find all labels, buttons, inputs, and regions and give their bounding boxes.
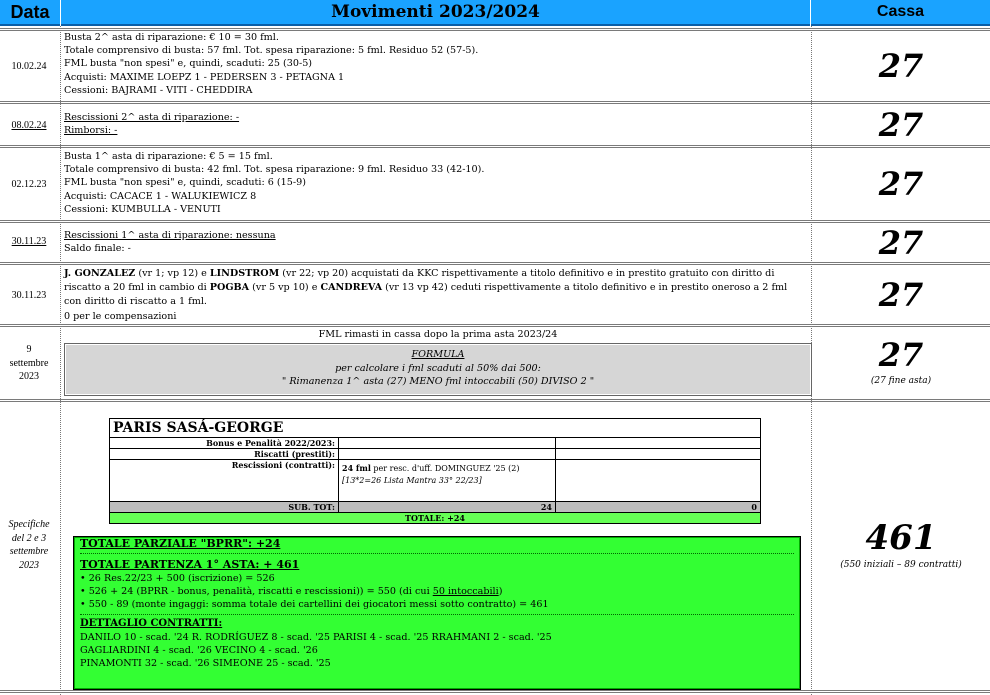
riscatti-label: Riscatti (prestiti): [110, 449, 339, 460]
cash-amount: 27 [878, 47, 924, 85]
formula-line: per calcolare i fml scaduti al 50% dai 500: [335, 362, 541, 374]
row-divider [0, 262, 990, 265]
formula-box [64, 343, 812, 396]
detail-line: Acquisti: MAXIME LOEPZ 1 - PEDERSEN 3 - PETAGNA 1 [64, 71, 345, 83]
header-date: Data [0, 0, 60, 26]
date-day: 9 [26, 344, 32, 355]
rescissioni-value [339, 460, 556, 502]
partenza-total: TOTALE PARTENZA 1° ASTA: + 461 [80, 558, 300, 572]
contracts-line: PINAMONTI 32 - scad. '26 SIMEONE 25 - scad. '25 [80, 658, 331, 670]
cash-amount: 27 [878, 224, 924, 262]
date-line: 2023 [19, 559, 39, 571]
rescissioni-text: per resc. d'uff. DOMINGUEZ '25 (2) [370, 464, 520, 473]
column-divider [60, 26, 61, 695]
row-date [0, 518, 58, 572]
separator [80, 553, 794, 554]
cash-amount: 27 [878, 336, 924, 374]
calc-intoccabili: 50 intoccabili [432, 585, 499, 597]
cash-note: (27 fine asta) [870, 376, 932, 386]
row-details [64, 150, 808, 216]
detail-line: Totale comprensivo di busta: 57 fml. Tot. spesa riparazione: 5 fml. Residuo 52 (57-5). [64, 45, 479, 57]
cash-note: (550 iniziali – 89 contratti) [840, 560, 962, 570]
formula-line: " Rimanenza 1^ asta (27) MENO fml intoccabili (50) DIVISO 2 " [281, 376, 595, 387]
detail-line: Totale comprensivo di busta: 42 fml. Tot. spesa riparazione: 9 fml. Residuo 33 (42-10). [64, 164, 485, 176]
detail-line: FML busta "non spesi" e, quindi, scaduti: 25 (30-5) [64, 58, 313, 70]
bonus-value-2 [556, 438, 761, 449]
calc-line: • 26 Res.22/23 + 500 (iscrizione) = 526 [80, 572, 275, 584]
calc-text: • 526 + 24 (BPRR - bonus, penalità, riscatti e rescissioni)) = 550 (di cui [80, 585, 433, 597]
detail-line: Saldo finale: - [64, 243, 131, 255]
calc-line [80, 585, 794, 598]
separator [80, 614, 794, 615]
bonus-value [339, 438, 556, 449]
riscatti-value [339, 449, 556, 460]
subtotal-value-2: 0 [556, 502, 761, 513]
detail-line: Cessioni: BAJRAMI - VITI - CHEDDIRA [64, 84, 253, 96]
row-date: 30.11.23 [11, 236, 47, 247]
date-line: Specifiche [8, 519, 50, 530]
subtotal-label: SUB. TOT: [110, 502, 339, 513]
player-name: LINDSTROM [209, 268, 280, 279]
team-name: PARIS SASÁ-GEORGE [110, 419, 761, 438]
subtotal-value: 24 [339, 502, 556, 513]
detail-text: 0 per le compensazioni [64, 310, 177, 322]
player-name: POGBA [209, 282, 250, 294]
header-cash: Cassa [811, 0, 990, 26]
row-divider [0, 101, 990, 104]
player-name: J. GONZALEZ [64, 268, 136, 279]
detail-line: Busta 2^ asta di riparazione: € 10 = 30 fml. [64, 32, 279, 43]
row-divider [0, 399, 990, 402]
rescissioni-note: [13*2=26 Lista Mantra 33° 22/23] [342, 476, 482, 485]
row-date: 08.02.24 [11, 120, 47, 131]
detail-text: (vr 13 vp 42) ceduti rispettivamente a titolo definitivo e in prestito oneroso a 2 fml con diritto di riscatto a 1 fml. [64, 282, 788, 308]
contracts-head: DETTAGLIO CONTRATTI: [80, 618, 223, 630]
detail-line: FML busta "non spesi" e, quindi, scaduti: 6 (15-9) [64, 177, 306, 189]
row-divider [0, 220, 990, 223]
riscatti-value-2 [556, 449, 761, 460]
calc-line: • 550 - 89 (monte ingaggi: somma totale dei cartellini dei giocatori messi sotto contratto) = 461 [80, 599, 549, 611]
section-title: FML rimasti in cassa dopo la prima asta 2023/24 [318, 329, 558, 340]
calc-text: ) [498, 585, 503, 597]
detail-line: Acquisti: CACACE 1 - WALUKIEWICZ 8 [64, 190, 257, 202]
row-date: 10.02.24 [11, 61, 47, 72]
rescissioni-label: Rescissioni (contratti): [110, 460, 339, 502]
detail-line: Rescissioni 2^ asta di riparazione: - [64, 112, 240, 123]
team-table [109, 418, 761, 524]
detail-line: Rimborsi: - [64, 125, 118, 137]
row-date: 02.12.23 [11, 179, 47, 190]
total-row: TOTALE: +24 [110, 513, 761, 524]
cash-amount: 461 [865, 518, 937, 558]
row-divider [0, 324, 990, 327]
row-details [64, 31, 808, 97]
date-month: settembre [9, 357, 49, 369]
contracts-line: GAGLIARDINI 4 - scad. '26 VECINO 4 - scad. '26 [80, 645, 318, 657]
cash-amount: 27 [878, 276, 924, 314]
bonus-label: Bonus e Penalità 2022/2023: [110, 438, 339, 449]
summary-box [73, 536, 801, 690]
header-movements: Movimenti 2023/2024 [61, 0, 810, 26]
cash-amount: 27 [878, 106, 924, 144]
row-details [64, 229, 808, 255]
bprr-total: TOTALE PARZIALE "BPRR": +24 [80, 537, 281, 550]
row-details [64, 267, 804, 324]
detail-line: Busta 1^ asta di riparazione: € 5 = 15 fml. [64, 151, 273, 162]
detail-line: Rescissioni 1^ asta di riparazione: nessuna [64, 230, 276, 241]
row-date [0, 343, 58, 384]
date-line: settembre [9, 546, 49, 557]
row-date: 30.11.23 [11, 290, 47, 301]
detail-text: (vr 1; vp 12) e [135, 268, 210, 279]
row-details [64, 111, 808, 137]
player-name: CANDREVA [320, 282, 383, 294]
detail-text: (vr 22; vp 20) acquistati da KKC rispettivamente a titolo definitivo e in prestito gratuito con diritto di riscatto a 20 fml in cambio di [64, 268, 775, 294]
date-line: del 2 e 3 [11, 532, 47, 544]
formula-label: FORMULA [411, 349, 465, 360]
rescissioni-amount: 24 fml [342, 463, 371, 473]
detail-text: (vr 5 vp 10) e [249, 282, 321, 294]
date-year: 2023 [19, 371, 39, 382]
row-divider [0, 145, 990, 148]
rescissioni-value-2 [556, 460, 761, 502]
contracts-line: DANILO 10 - scad. '24 R. RODRÍGUEZ 8 - scad. '25 PARISI 4 - scad. '25 RRAHMANI 2 - scad. '25 [80, 631, 552, 643]
cash-amount: 27 [878, 165, 924, 203]
row-divider [0, 690, 990, 693]
detail-line: Cessioni: KUMBULLA - VENUTI [64, 203, 221, 215]
